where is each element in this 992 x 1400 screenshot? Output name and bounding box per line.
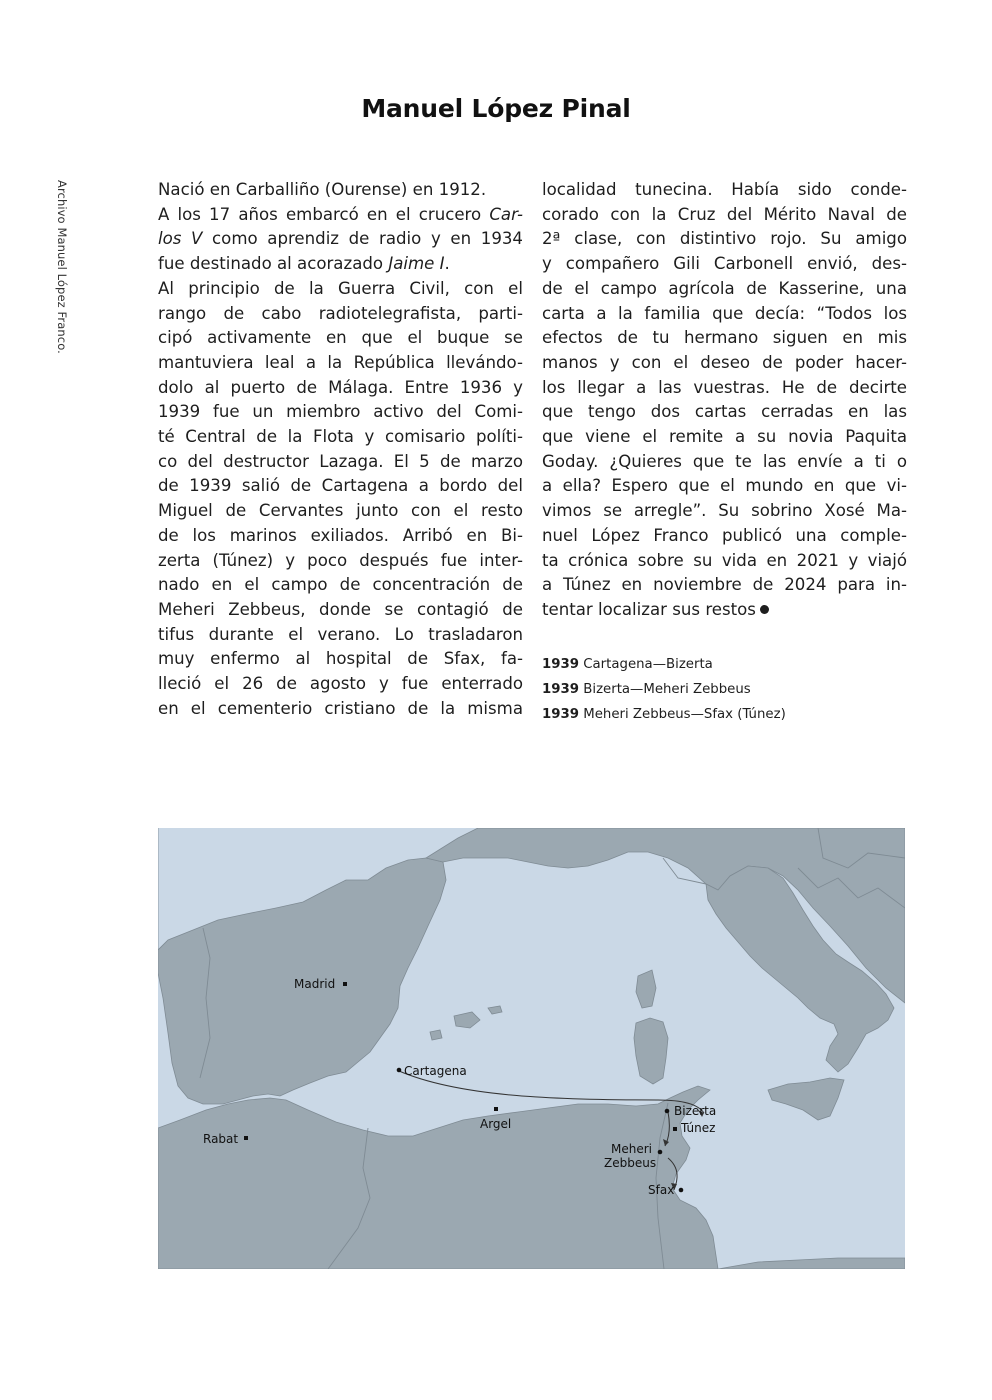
body-line: los llegar a las vuestras. He de decirte	[542, 377, 907, 397]
route-text: Cartagena—Bizerta	[583, 657, 713, 672]
body-line: zerta (Túnez) y poco después fue inter-	[158, 550, 523, 570]
body-line: nado en el campo de concentración de	[158, 575, 523, 595]
tunez-marker	[673, 1127, 677, 1131]
body-line: localidad tunecina. Había sido conde-	[542, 180, 907, 199]
body-line: Meheri Zebbeus, donde se contagió de	[158, 599, 523, 619]
body-column-left	[158, 178, 523, 721]
body-line: Miguel de Cervantes junto con el resto	[158, 501, 523, 521]
route-text: Meheri Zebbeus—Sfax (Túnez)	[583, 707, 786, 722]
route-item	[542, 652, 786, 677]
map-label-meheri-1: Meheri	[611, 1142, 652, 1156]
end-mark-icon	[760, 605, 769, 614]
page-title: Manuel López Pinal	[361, 94, 631, 123]
body-line: a ella? Espero que el mundo en que vi-	[542, 476, 907, 496]
body-line: y compañero Gili Carbonell envió, des-	[542, 254, 907, 274]
route-year: 1939	[542, 682, 580, 697]
body-line: rango de cabo radiotelegrafista, parti-	[158, 303, 523, 323]
body-line: de 1939 salió de Cartagena a bordo del	[158, 476, 523, 496]
body-line: Nació en Carballiño (Ourense) en 1912.	[158, 180, 487, 199]
body-line: lleció el 26 de agosto y fue enterrado	[158, 674, 523, 694]
body-line: fue destinado al acorazado Jaime I.	[158, 254, 450, 274]
meheri-marker	[658, 1150, 663, 1155]
argel-marker	[494, 1107, 498, 1111]
map-label-sfax: Sfax	[648, 1183, 675, 1197]
route-item	[542, 702, 786, 727]
madrid-marker	[343, 982, 347, 986]
body-column-right	[542, 178, 907, 623]
body-line: los V como aprendiz de radio y en 1934	[158, 229, 523, 249]
body-line: 1939 fue un miembro activo del Comi-	[158, 402, 523, 422]
route-year: 1939	[542, 657, 580, 672]
body-line: corado con la Cruz del Mérito Naval de	[542, 204, 907, 224]
body-line: efectos de tu hermano siguen en mis	[542, 328, 907, 348]
body-line: manos y con el deseo de poder hacer-	[542, 352, 907, 372]
body-line: que viene el remite a su novia Paquita	[542, 427, 907, 447]
route-text: Bizerta—Meheri Zebbeus	[583, 682, 751, 697]
route-map	[158, 828, 905, 1269]
body-line: té Central de la Flota y comisario políti-	[158, 427, 523, 447]
body-line: A los 17 años embarcó en el crucero Car-	[158, 204, 523, 224]
body-line: 2ª clase, con distintivo rojo. Su amigo	[542, 229, 907, 249]
sfax-marker	[679, 1188, 684, 1193]
body-line: vimos se arregle”. Su sobrino Xosé Ma-	[542, 501, 907, 521]
body-line: dolo al puerto de Málaga. Entre 1936 y	[158, 377, 523, 397]
route-list	[542, 652, 786, 727]
body-line: tifus durante el verano. Lo trasladaron	[158, 624, 523, 644]
body-line: a Túnez en noviembre de 2024 para in-	[542, 575, 907, 595]
rabat-marker	[244, 1136, 248, 1140]
body-line: Goday. ¿Quieres que te las envíe a ti o	[542, 451, 907, 471]
map-label-bizerta: Bizerta	[674, 1104, 717, 1118]
body-line: en el cementerio cristiano de la misma	[158, 698, 523, 718]
route-item	[542, 677, 786, 702]
body-line: de los marinos exiliados. Arribó en Bi-	[158, 525, 523, 545]
map-label-tunez: Túnez	[681, 1121, 716, 1135]
bizerta-marker	[665, 1109, 670, 1114]
map-label-madrid: Madrid	[294, 977, 336, 991]
body-line: tentar localizar sus restos	[542, 598, 907, 623]
body-line: carta a la familia que decía: “Todos los	[542, 303, 907, 323]
map-label-rabat: Rabat	[203, 1132, 239, 1146]
body-line: muy enfermo al hospital de Sfax, fa-	[158, 649, 523, 669]
map-label-meheri-2: Zebbeus	[604, 1156, 657, 1170]
cartagena-marker	[397, 1068, 402, 1073]
body-line: que tengo dos cartas cerradas en las	[542, 402, 907, 422]
map-label-cartagena: Cartagena	[404, 1064, 467, 1078]
body-line: co del destructor Lazaga. El 5 de marzo	[158, 451, 523, 471]
body-line: Al principio de la Guerra Civil, con el	[158, 278, 523, 298]
body-line: de el campo agrícola de Kasserine, una	[542, 278, 907, 298]
body-line: mantuviera leal a la República llevándo-	[158, 352, 523, 372]
map-land-ibiza	[430, 1030, 442, 1040]
photo-credit: Archivo Manuel López Franco.	[55, 180, 69, 354]
body-line: ta crónica sobre su vida en 2021 y viajó	[542, 550, 907, 570]
body-line: nuel López Franco publicó una comple-	[542, 525, 907, 545]
body-line: cipó activamente en que el buque se	[158, 328, 523, 348]
map-label-argel: Argel	[480, 1117, 512, 1131]
route-year: 1939	[542, 707, 580, 722]
